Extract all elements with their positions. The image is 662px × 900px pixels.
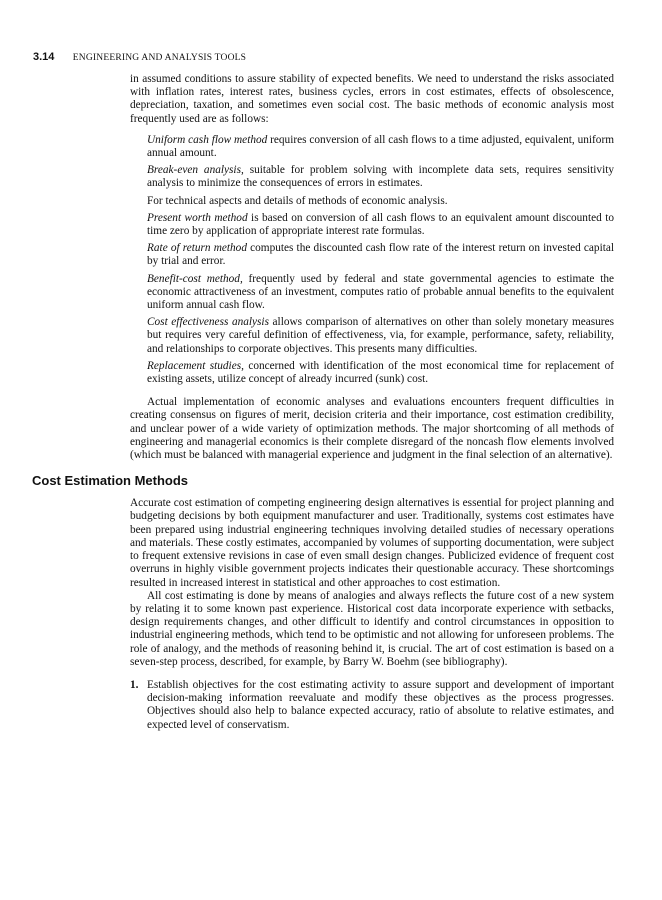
method-item (147, 164, 614, 190)
method-text: is based on conversion of all cash flows to an equivalent amount discounted to time zero by application of appropriate interest rate formulas. (147, 211, 614, 238)
technical-intro: For technical aspects and details of methods of economic analysis. (147, 194, 448, 207)
method-term: Replacement studies, (147, 359, 244, 372)
method-item (147, 242, 614, 268)
method-item (147, 212, 614, 238)
method-term: Cost effectiveness analysis (147, 316, 269, 329)
item-text: Establish objectives for the cost estimating activity to assure support and development of important decision-making information reevaluate and modify these objectives as the process progresses. Objectives should also help to balance expected accuracy, ratio of absolute to relative estimates, and expected level of conservatism. (147, 678, 614, 731)
method-item (147, 134, 614, 160)
method-term: Present worth method (147, 211, 248, 224)
numbered-item (130, 679, 614, 732)
running-header (33, 51, 633, 64)
intro-paragraph: in assumed conditions to assure stability of expected benefits. We need to understand the risks associated with inflation rates, interest rates, business cycles, errors in cost estimates, effects of obsolescence, depreciation, taxation, and sometimes even social cost. The basic methods of economic analysis most frequently used are as follows: (130, 73, 614, 125)
method-term: Break-even analysis, (147, 164, 244, 177)
method-text: concerned with identification of the most economical time for replacement of existing assets, utilize concept of already incurred (sunk) cost. (147, 359, 614, 386)
method-text: requires conversion of all cash flows to a time adjusted, equivalent, uniform annual amount. (147, 133, 614, 160)
method-text: suitable for problem solving with incomplete data sets, requires sensitivity analysis to minimize the consequences of errors in estimates. (147, 164, 615, 190)
page-number: 3.14 (33, 51, 55, 63)
section-title: Cost Estimation Methods (32, 473, 189, 489)
method-item (147, 316, 614, 356)
method-term: Uniform cash flow method (147, 133, 268, 146)
method-item (147, 273, 614, 313)
method-text: allows comparison of alternatives on other than solely monetary measures but requires very careful definition of effectiveness, via, for example, performance, safety, reliability, and relationships to corporate objectives. This presents many difficulties. (147, 316, 614, 355)
running-title: ENGINEERING AND ANALYSIS TOOLS (72, 53, 247, 63)
item-number: 1. (130, 678, 139, 691)
implementation-paragraph: Actual implementation of economic analyses and evaluations encounters frequent difficulties in creating consensus on figures of merit, decision criteria and their importance, cost estimation credibility, and unclear power of a wide variety of optimization methods. The major shortcoming of all methods of engineering and managerial economics is their complete disregard of the noncash flow elements involved (which must be balanced with managerial experience and judgment in the final selection of an alternative). (130, 396, 614, 462)
method-term: Rate of return method (147, 242, 247, 255)
method-text: frequently used by federal and state governmental agencies to estimate the economic attractiveness of an investment, computes ratio of probable annual benefits to the equivalent uniform annual cash flow. (147, 272, 614, 312)
section-paragraph: All cost estimating is done by means of analogies and always reflects the future cost of a new system by relating it to some known past experience. Historical cost data incorporate experience with setbacks, design requirements changes, and other difficult to identify and control circumstances in opposition to industrial engineering methods, which tend to be optimistic and not allowing for unforeseen problems. The role of analogy, and the methods of reasoning behind it, is crucial. The art of cost estimation is based on a seven-step process, described, for example, by Barry W. Boehm (see bibliography). (130, 589, 614, 668)
method-text: computes the discounted cash flow rate of the interest return on invested capital by trial and error. (147, 242, 614, 268)
method-item (147, 360, 614, 386)
method-term: Benefit-cost method, (147, 272, 243, 285)
section-paragraph: Accurate cost estimation of competing engineering design alternatives is essential for project planning and budgeting decisions by both equipment manufacturer and user. Traditionally, systems cost estimates have been prepared using industrial engineering techniques involving detailed studies of necessary operations and materials. These costly estimates, accompanied by volumes of supporting documentation, were subject to frequent extensive revisions in case of even small design changes. Publicized evidence of frequent cost overruns in highly visible government projects indicates their questionable accuracy. These shortcomings resulted in increased interest in statistical and other approaches to cost estimation. (130, 497, 614, 589)
page-body (32, 73, 615, 732)
